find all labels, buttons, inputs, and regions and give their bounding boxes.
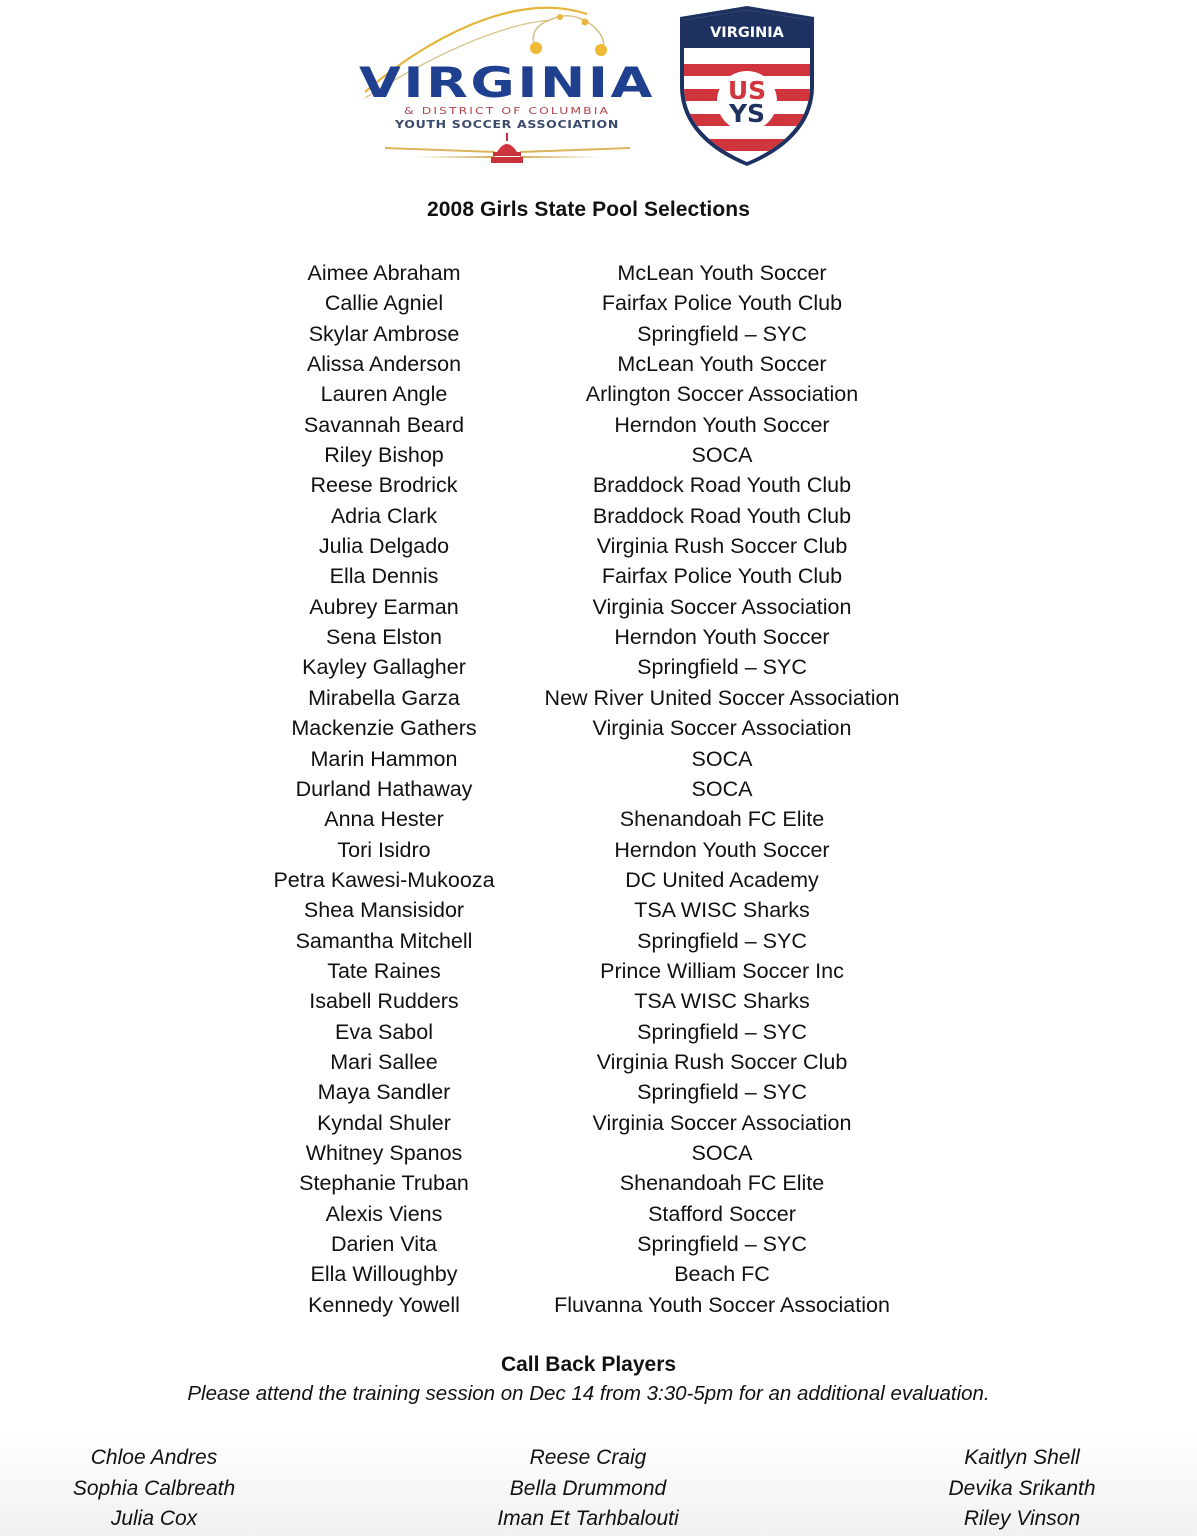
vydc-logo: [355, 0, 660, 170]
roster-row: [0, 561, 1197, 591]
callback-player: Kaitlyn Shell: [964, 1446, 1080, 1469]
document-title: 2008 Girls State Pool Selections: [427, 198, 750, 221]
callback-column-3: [872, 1443, 1172, 1535]
roster-row: [0, 1047, 1197, 1077]
callback-player: Iman Et Tarhbalouti: [497, 1507, 679, 1530]
club-name: McLean Youth Soccer: [617, 261, 827, 285]
roster-row: [0, 1138, 1197, 1168]
club-name: Prince William Soccer Inc: [600, 958, 844, 983]
club-name: Braddock Road Youth Club: [592, 473, 852, 498]
club-name: Springfield – SYC: [637, 928, 807, 953]
player-name: Anna Hester: [324, 807, 444, 832]
club-name: TSA WISC Sharks: [634, 898, 810, 923]
club-name: SOCA: [691, 443, 753, 468]
callback-column-2: [438, 1443, 738, 1535]
callback-player: Chloe Andres: [90, 1446, 218, 1469]
roster-row: [0, 865, 1197, 895]
roster-list: [0, 258, 1197, 1320]
roster-row: [0, 926, 1197, 956]
roster-row: [0, 592, 1197, 622]
club-name: Springfield – SYC: [637, 1232, 807, 1256]
roster-row: [0, 1168, 1197, 1198]
club-name: McLean Youth Soccer: [617, 352, 827, 377]
roster-row: [0, 470, 1197, 500]
player-name: Alissa Anderson: [306, 352, 462, 377]
player-name: Kayley Gallagher: [302, 655, 466, 680]
player-name: Lauren Angle: [320, 382, 448, 407]
roster-row: [0, 440, 1197, 470]
club-name: Virginia Soccer Association: [592, 594, 852, 619]
roster-row: [0, 652, 1197, 682]
club-name: TSA WISC Sharks: [634, 989, 810, 1014]
roster-row: [0, 1108, 1197, 1138]
logo-wordmark: VIRGINIA: [359, 58, 655, 107]
roster-row: [0, 288, 1197, 318]
player-name: Aimee Abraham: [307, 261, 461, 285]
player-name: Julia Delgado: [318, 534, 450, 559]
player-name: Whitney Spanos: [305, 1140, 463, 1165]
club-name: SOCA: [691, 776, 753, 801]
roster-row: [0, 1199, 1197, 1229]
roster-row: [0, 804, 1197, 834]
player-name: Petra Kawesi-Mukooza: [273, 867, 495, 892]
player-name: Maya Sandler: [317, 1080, 451, 1105]
callback-title: Call Back Players: [500, 1353, 677, 1376]
club-name: Virginia Rush Soccer Club: [596, 1049, 848, 1074]
roster-row: [0, 1229, 1197, 1259]
callback-player: Sophia Calbreath: [72, 1476, 236, 1500]
roster-row: [0, 349, 1197, 379]
roster-row: [0, 622, 1197, 652]
player-name: Isabell Rudders: [309, 989, 459, 1014]
roster-row: [0, 713, 1197, 743]
roster-row: [0, 986, 1197, 1016]
player-name: Mackenzie Gathers: [291, 716, 477, 741]
club-name: Fluvanna Youth Soccer Association: [554, 1292, 890, 1317]
player-name: Reese Brodrick: [310, 473, 458, 498]
roster-row: [0, 1290, 1197, 1320]
player-name: Sena Elston: [326, 625, 442, 650]
player-name: Darien Vita: [331, 1232, 437, 1256]
roster-row: [0, 1259, 1197, 1289]
roster-row: [0, 379, 1197, 409]
roster-row: [0, 744, 1197, 774]
callback-column-1: [4, 1443, 304, 1535]
svg-text:& DISTRICT OF COLUMBIA: & DISTRICT OF COLUMBIA: [404, 106, 610, 117]
club-name: Herndon Youth Soccer: [614, 837, 830, 862]
player-name: Aubrey Earman: [309, 594, 459, 619]
roster-row: [0, 531, 1197, 561]
club-name: Springfield – SYC: [637, 321, 807, 346]
player-name: Skylar Ambrose: [308, 321, 460, 346]
usys-shield-logo: [676, 6, 818, 166]
roster-row: [0, 774, 1197, 804]
player-name: Callie Agniel: [324, 291, 444, 316]
roster-row: [0, 683, 1197, 713]
roster-row: [0, 258, 1197, 288]
club-name: Herndon Youth Soccer: [614, 625, 830, 650]
svg-text:VIRGINIA: VIRGINIA: [710, 25, 784, 41]
club-name: Fairfax Police Youth Club: [601, 564, 843, 589]
club-name: Virginia Soccer Association: [592, 716, 852, 741]
callback-player: Riley Vinson: [963, 1507, 1081, 1530]
club-name: Herndon Youth Soccer: [614, 412, 830, 437]
player-name: Mari Sallee: [330, 1049, 438, 1074]
club-name: SOCA: [691, 746, 753, 771]
player-name: Shea Mansisidor: [303, 898, 465, 923]
roster-row: [0, 1017, 1197, 1047]
roster-row: [0, 835, 1197, 865]
player-name: Kyndal Shuler: [317, 1110, 451, 1135]
player-name: Marin Hammon: [310, 746, 458, 771]
club-name: Shenandoah FC Elite: [619, 807, 825, 832]
svg-text:YS: YS: [728, 99, 766, 128]
club-name: DC United Academy: [625, 867, 819, 892]
svg-text:US: US: [727, 76, 767, 105]
player-name: Ella Willoughby: [310, 1262, 458, 1287]
club-name: Springfield – SYC: [637, 1019, 807, 1044]
club-name: Stafford Soccer: [648, 1201, 796, 1226]
player-name: Tate Raines: [327, 958, 441, 983]
player-name: Savannah Beard: [303, 412, 465, 437]
header-logos: [0, 0, 1197, 180]
club-name: SOCA: [691, 1140, 753, 1165]
player-name: Eva Sabol: [334, 1019, 433, 1044]
callback-player: Reese Craig: [529, 1446, 647, 1469]
player-name: Kennedy Yowell: [308, 1292, 460, 1317]
player-name: Mirabella Garza: [308, 685, 460, 710]
player-name: Alexis Viens: [325, 1201, 443, 1226]
player-name: Samantha Mitchell: [295, 928, 473, 953]
club-name: Fairfax Police Youth Club: [601, 291, 843, 316]
roster-row: [0, 319, 1197, 349]
club-name: Virginia Soccer Association: [592, 1110, 852, 1135]
callback-note: Please attend the training session on Dec 14 from 3:30-5pm for an additional evaluation.: [187, 1382, 990, 1405]
callback-player: Devika Srikanth: [948, 1476, 1096, 1500]
callback-player: Bella Drummond: [509, 1476, 667, 1500]
callback-player: Julia Cox: [110, 1507, 198, 1530]
svg-text:YOUTH SOCCER ASSOCIATION: YOUTH SOCCER ASSOCIATION: [393, 118, 619, 131]
club-name: Shenandoah FC Elite: [619, 1171, 825, 1196]
club-name: Braddock Road Youth Club: [592, 503, 852, 528]
club-name: Springfield – SYC: [637, 1080, 807, 1105]
roster-row: [0, 895, 1197, 925]
roster-row: [0, 956, 1197, 986]
player-name: Ella Dennis: [329, 564, 439, 589]
player-name: Durland Hathaway: [295, 776, 473, 801]
roster-row: [0, 1077, 1197, 1107]
club-name: Arlington Soccer Association: [585, 382, 859, 407]
player-name: Adria Clark: [330, 503, 438, 528]
roster-row: [0, 410, 1197, 440]
club-name: Virginia Rush Soccer Club: [596, 534, 848, 559]
player-name: Stephanie Truban: [299, 1171, 469, 1196]
club-name: New River United Soccer Association: [544, 685, 900, 710]
player-name: Tori Isidro: [337, 837, 431, 862]
club-name: Springfield – SYC: [637, 655, 807, 680]
club-name: Beach FC: [674, 1262, 770, 1287]
roster-row: [0, 501, 1197, 531]
player-name: Riley Bishop: [324, 443, 444, 468]
